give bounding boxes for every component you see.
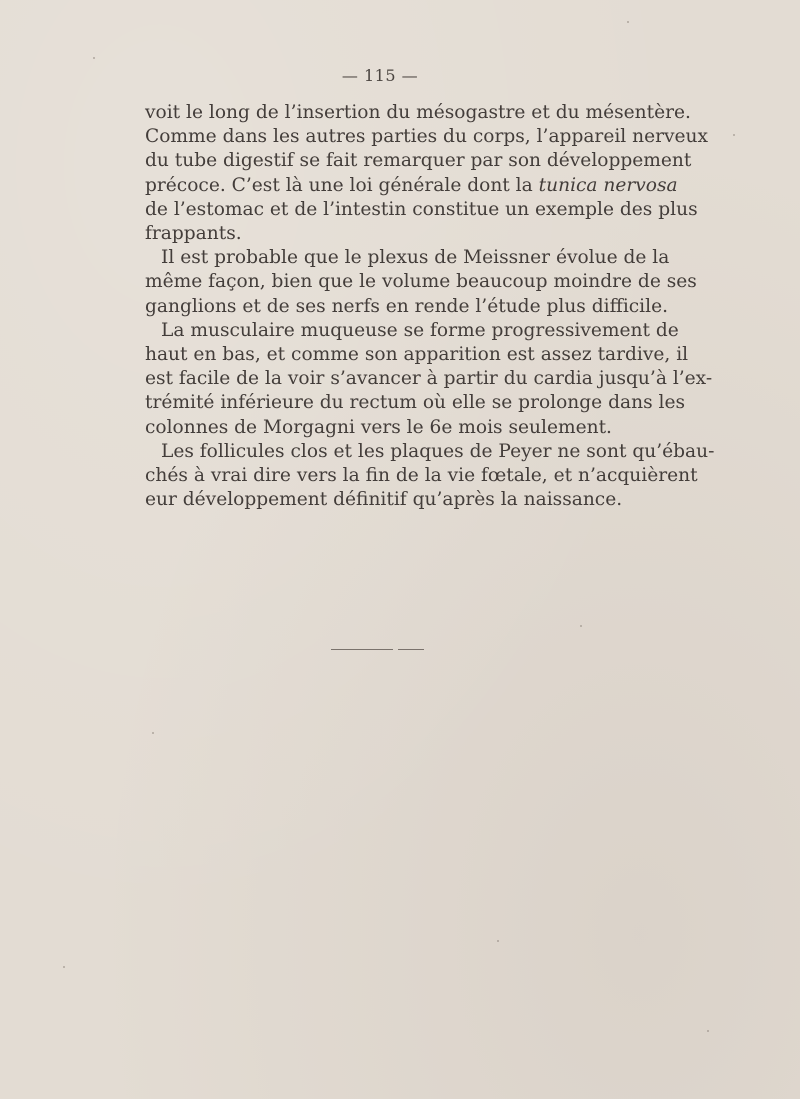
text-line: frappants. <box>145 223 242 245</box>
text-line: La musculaire muqueuse se forme progressivement de <box>161 319 679 341</box>
paper-speck <box>497 940 499 942</box>
text-line: Les follicules clos et les plaques de Peyer ne sont qu’ébau- <box>161 440 715 462</box>
text-line: chés à vrai dire vers la fin de la vie fœtale, et n’acquièrent <box>145 465 698 487</box>
paper-speck <box>733 134 735 136</box>
page-number: — 115 — <box>341 66 419 85</box>
text-line: de l’estomac et de l’intestin constitue un exemple des plus <box>145 198 698 220</box>
text-line: trémité inférieure du rectum où elle se prolonge dans les <box>145 392 686 414</box>
paper-speck <box>627 21 629 23</box>
end-rule-short <box>398 649 424 650</box>
text-line: précoce. C’est là une loi générale dont la tunica nervosa <box>145 174 678 196</box>
text-line: ganglions et de ses nerfs en rende l’étude plus difficile. <box>145 295 668 317</box>
body-text <box>145 101 715 512</box>
paper-speck <box>63 966 65 968</box>
end-rule <box>331 649 393 650</box>
text-line: du tube digestif se fait remarquer par son développement <box>145 150 692 172</box>
paper-speck <box>707 1030 709 1032</box>
paper-speck <box>580 625 582 627</box>
text-line: haut en bas, et comme son apparition est assez tardive, il <box>145 344 689 366</box>
text-line: même façon, bien que le volume beaucoup moindre de ses <box>145 271 697 293</box>
text-line: voit le long de l’insertion du mésogastre et du mésentère. <box>145 102 691 123</box>
text-line: colonnes de Morgagni vers le 6e mois seulement. <box>145 416 612 438</box>
latin-term: tunica nervosa <box>538 174 678 196</box>
paper-speck <box>152 732 154 734</box>
text-line: Comme dans les autres parties du corps, l’appareil nerveux <box>145 126 708 148</box>
paper-speck <box>93 57 95 59</box>
text-line: eur développement définitif qu’après la naissance. <box>145 489 623 511</box>
text-line: Il est probable que le plexus de Meissner évolue de la <box>161 247 670 269</box>
text-line: est facile de la voir s’avancer à partir du cardia jusqu’à l’ex- <box>145 368 713 390</box>
